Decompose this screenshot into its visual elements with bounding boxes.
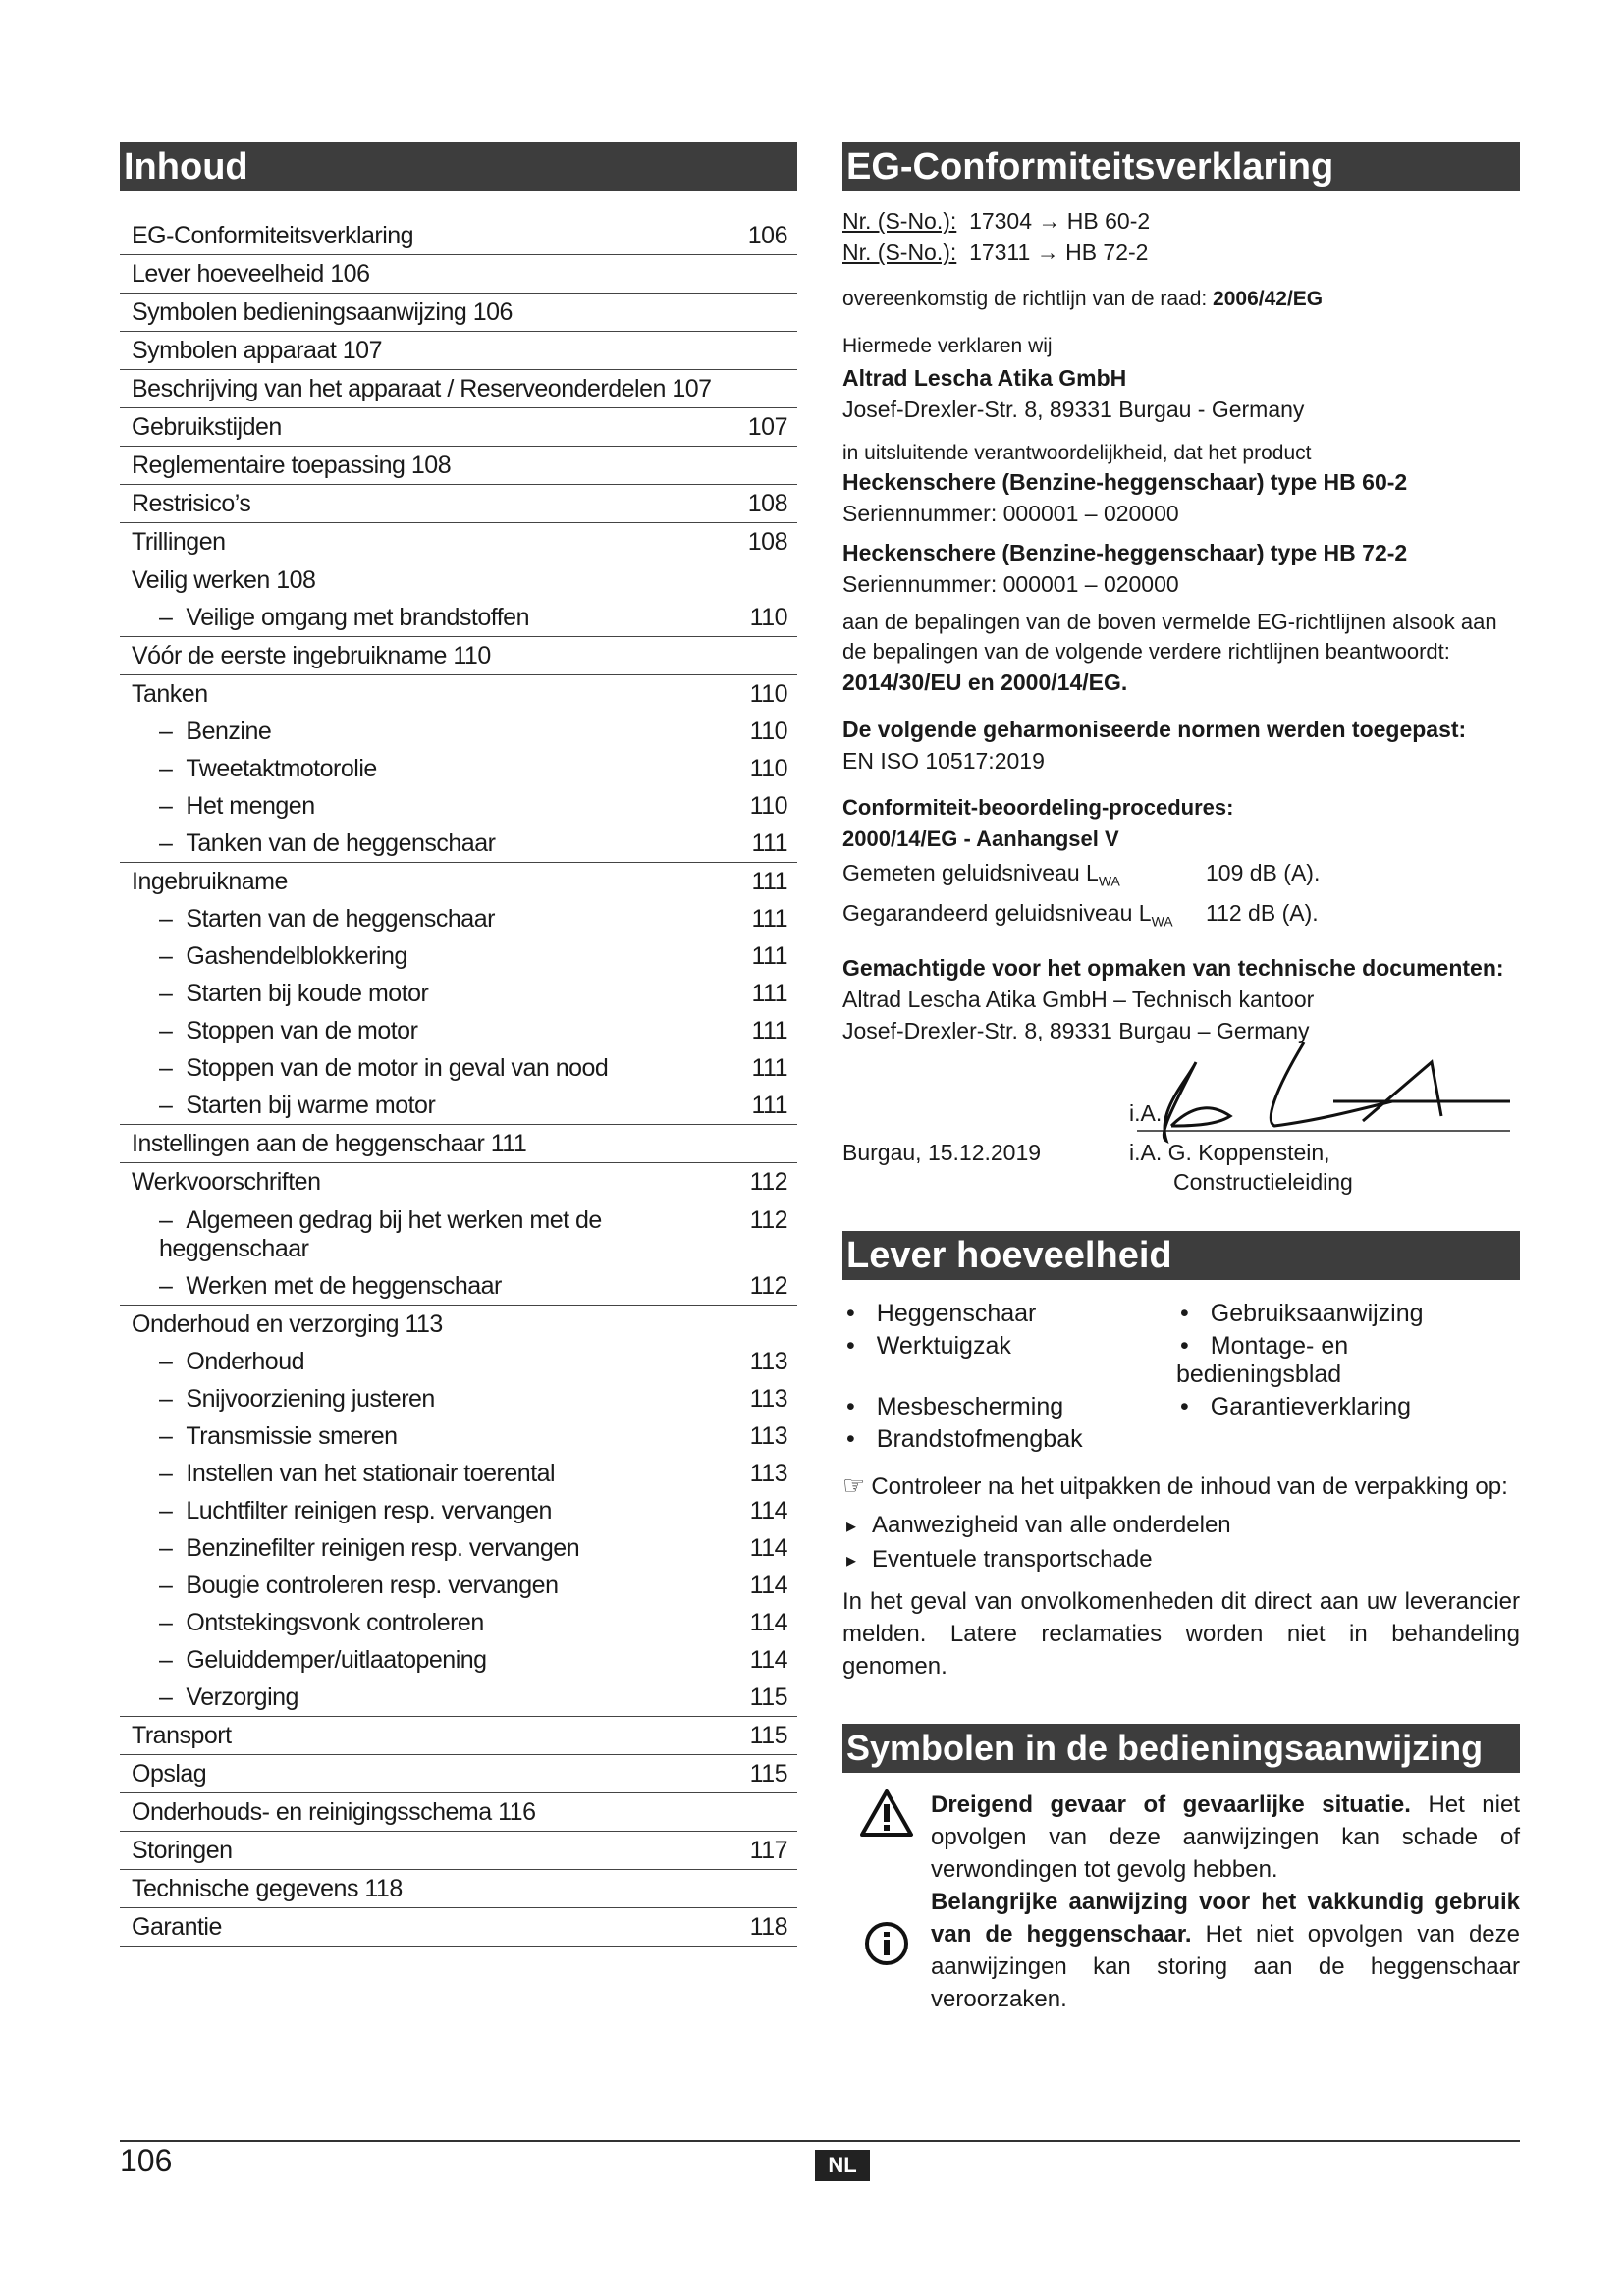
toc-entry-title: – Stoppen van de motor in geval van nood (159, 1054, 738, 1083)
conformity-body (842, 205, 1520, 1194)
toc-entry-title: Opslag (132, 1759, 207, 1788)
procedure-heading: Conformiteit-beoordeling-procedures: (842, 795, 1234, 820)
toc-entry-title: Trillingen (132, 527, 226, 556)
toc-entry-page: 111 (751, 904, 787, 933)
nr1-label: Nr. (S-No.): (842, 208, 957, 234)
toc-entry-title: EG-Conformiteitsverklaring (132, 221, 414, 249)
toc-entry-title: – Benzine (159, 718, 738, 746)
authorized-heading: Gemachtigde voor het opmaken van technische documenten: (842, 955, 1504, 982)
check-item: ▸ Aanwezigheid van alle onderdelen (842, 1509, 1520, 1543)
toc-entry-title: Restrisico’s (132, 489, 251, 517)
delivery-item: • Heggenschaar (842, 1300, 1176, 1328)
symbols-title: Symbolen in de bedieningsaanwijzing (842, 1724, 1520, 1773)
toc-entry-page: 106 (747, 221, 787, 249)
toc-group (120, 1908, 797, 1947)
toc-entry-title: – Ontstekingsvonk controleren (159, 1609, 738, 1637)
delivery-title: Lever hoeveelheid (842, 1231, 1520, 1280)
toc-entry-title: Werkvoorschriften (132, 1167, 321, 1196)
toc-entry-page: 113 (749, 1347, 787, 1375)
toc-entry[interactable] (120, 523, 797, 561)
toc-group (120, 1163, 797, 1306)
toc-group (120, 255, 797, 294)
authorized-address: Josef-Drexler-Str. 8, 89331 Burgau – Germany (842, 1018, 1310, 1044)
toc-entry-page: 110 (749, 679, 787, 708)
toc-entry[interactable] (120, 1306, 797, 1343)
toc-entry-page: 110 (749, 754, 787, 782)
measured-sub: WA (1098, 873, 1120, 889)
toc-subentry[interactable] (120, 1604, 797, 1641)
toc-entry-title: – Starten bij koude motor (159, 980, 738, 1008)
toc-entry[interactable] (120, 294, 797, 331)
toc-subentry[interactable] (120, 1049, 797, 1087)
toc-entry-page: 108 (747, 489, 787, 517)
toc-subentry[interactable] (120, 1380, 797, 1417)
toc-entry[interactable] (120, 370, 797, 407)
check-item: ▸ Eventuele transportschade (842, 1543, 1520, 1577)
toc-entry-title: – Benzinefilter reinigen resp. vervangen (159, 1534, 738, 1563)
symbols-body (842, 1789, 1520, 2015)
toc-subentry[interactable] (120, 750, 797, 787)
toc-subentry[interactable] (120, 1201, 797, 1267)
right-column (842, 142, 1520, 2015)
norms-heading: De volgende geharmoniseerde normen werden toegepast: (842, 717, 1467, 742)
warning-triangle-icon (859, 1789, 914, 1838)
place-date: Burgau, 15.12.2019 (842, 1140, 1042, 1166)
toc-group (120, 370, 797, 408)
toc-entry-page: 110 (749, 603, 787, 631)
toc-entry-title: Tanken (132, 679, 208, 708)
delivery-list (842, 1300, 1520, 1454)
page-number: 106 (120, 2143, 173, 2178)
measured-value: 109 dB (A). (1206, 860, 1321, 885)
toc-entry-page: 110 (749, 717, 787, 745)
delivery-note: In het geval van onvolkomenheden dit direct aan uw leverancier melden. Latere reclamaties worden niet in behandeling genomen. (842, 1588, 1520, 1681)
ia-sign-label: i.A. (1129, 1100, 1163, 1127)
toc-entry-title: Reglementaire toepassing 108 (132, 451, 452, 479)
toc-entry-title: Technische gegevens 118 (132, 1874, 403, 1902)
toc-entry-page: 115 (749, 1682, 787, 1711)
responsibility-text: in uitsluitende verantwoordelijkheid, dat het product (842, 442, 1312, 464)
toc-entry-title: Ingebruikname (132, 867, 288, 895)
toc-entry-page: 114 (749, 1608, 787, 1636)
toc-subentry[interactable] (120, 1567, 797, 1604)
toc-entry-title: – Geluiddemper/uitlaatopening (159, 1646, 738, 1675)
toc-entry-page: 111 (751, 828, 787, 857)
toc-entry-title: – Gashendelblokkering (159, 942, 738, 971)
toc-entry-page: 112 (749, 1271, 787, 1300)
toc-entry-title: – Luchtfilter reinigen resp. vervangen (159, 1497, 738, 1525)
nr2-label: Nr. (S-No.): (842, 240, 957, 265)
toc-entry[interactable] (120, 1163, 797, 1201)
warning-text: Het niet opvolgen van deze aanwijzingen kan schade of verwondingen tot gevolg hebben. (931, 1791, 1520, 1884)
toc-subentry[interactable] (120, 1267, 797, 1305)
toc-entry-page: 112 (749, 1206, 787, 1234)
toc-group (120, 485, 797, 523)
toc-entry-title: – Onderhoud (159, 1348, 738, 1376)
toc-entry-page: 114 (749, 1571, 787, 1599)
toc-group (120, 637, 797, 675)
toc-entry-page: 111 (751, 979, 787, 1007)
toc-entry-page: 114 (749, 1533, 787, 1562)
toc-entry-page: 108 (747, 527, 787, 556)
toc-entry-title: Beschrijving van het apparaat / Reserveonderdelen 107 (132, 374, 712, 402)
toc-subentry[interactable] (120, 825, 797, 862)
toc-entry[interactable] (120, 1793, 797, 1831)
directives-list: 2014/30/EU en 2000/14/EG. (842, 669, 1128, 695)
toc-entry-title: – Snijvoorziening justeren (159, 1385, 738, 1414)
toc-group (120, 217, 797, 255)
toc-entry[interactable] (120, 447, 797, 484)
directive-code: 2006/42/EG (1213, 288, 1324, 310)
toc-entry-title: Garantie (132, 1912, 222, 1941)
info-circle-icon (864, 1921, 909, 1966)
toc-entry-page: 107 (747, 412, 787, 441)
procedure-value: 2000/14/EG - Aanhangsel V (842, 827, 1119, 851)
toc-entry-page: 118 (749, 1912, 787, 1941)
product1-serial: Seriennummer: 000001 – 020000 (842, 501, 1179, 526)
toc-entry-title: – Verzorging (159, 1683, 738, 1712)
toc-entry-page: 111 (751, 867, 787, 895)
toc-entry-page: 112 (749, 1167, 787, 1196)
pointing-hand-icon: ☞ (842, 1470, 866, 1501)
toc-entry-page: 115 (749, 1721, 787, 1749)
toc-group (120, 1125, 797, 1163)
toc-entry-title: Transport (132, 1721, 232, 1749)
toc-entry[interactable] (120, 255, 797, 293)
toc-group (120, 1870, 797, 1908)
footer-divider (120, 2140, 1520, 2142)
toc-entry[interactable] (120, 863, 797, 900)
toc-entry-page: 114 (749, 1645, 787, 1674)
toc-entry-title: Symbolen apparaat 107 (132, 336, 382, 364)
toc-entry[interactable] (120, 408, 797, 446)
toc-entry[interactable] (120, 637, 797, 674)
toc-entry-page: 113 (749, 1459, 787, 1487)
toc-group (120, 447, 797, 485)
signer-role: Constructieleiding (1173, 1169, 1353, 1196)
toc-entry-page: 111 (751, 1016, 787, 1044)
info-bold: Belangrijke aanwijzing voor het vakkundig gebruik van de heggenschaar. (931, 1889, 1520, 1949)
toc-entry-page: 113 (749, 1421, 787, 1450)
compliance-text: aan de bepalingen van de boven vermelde EG-richtlijnen alsook aan de bepalingen van de volgende verdere richtlijnen beantwoordt: (842, 610, 1497, 664)
toc-group (120, 561, 797, 637)
toc-subentry[interactable] (120, 1012, 797, 1049)
toc-entry-title: – Veilige omgang met brandstoffen (159, 604, 738, 632)
toc-entry-title: Lever hoeveelheid 106 (132, 259, 370, 288)
delivery-item: • Brandstofmengbak (842, 1425, 1176, 1454)
toc-subentry[interactable] (120, 713, 797, 750)
authorized-name: Altrad Lescha Atika GmbH – Technisch kantoor (842, 987, 1315, 1013)
warning-bold: Dreigend gevaar of gevaarlijke situatie. (931, 1791, 1411, 1819)
toc-entry[interactable] (120, 485, 797, 522)
toc-subentry[interactable] (120, 1679, 797, 1716)
toc-entry[interactable] (120, 675, 797, 713)
toc-entry[interactable] (120, 1125, 797, 1162)
toc-group (120, 1793, 797, 1832)
product2-serial: Seriennummer: 000001 – 020000 (842, 571, 1179, 597)
toc-entry-title: – Algemeen gedrag bij het werken met de heggenschaar (159, 1206, 738, 1263)
nr2-value: 17311 → HB 72-2 (969, 240, 1149, 265)
toc-entry-title: Gebruikstijden (132, 412, 282, 441)
toc-entry-title: – Tweetaktmotorolie (159, 755, 738, 783)
toc-subentry[interactable] (120, 975, 797, 1012)
directive-text: overeenkomstig de richtlijn van de raad: (842, 288, 1214, 310)
toc-entry[interactable] (120, 1832, 797, 1869)
info-text: Het niet opvolgen van deze aanwijzingen kan storing aan de heggenschaar veroorzaken. (931, 1921, 1520, 2013)
toc-entry-title: Symbolen bedieningsaanwijzing 106 (132, 297, 513, 326)
toc-subentry[interactable] (120, 599, 797, 636)
toc-group (120, 332, 797, 370)
toc-subentry[interactable] (120, 900, 797, 937)
toc-entry-page: 111 (751, 1053, 787, 1082)
toc-entry-title: Instellingen aan de heggenschaar 111 (132, 1129, 527, 1157)
toc-subentry[interactable] (120, 787, 797, 825)
delivery-item: • Gebruiksaanwijzing (1176, 1300, 1510, 1328)
toc-column (120, 142, 797, 1947)
toc-subentry[interactable] (120, 1417, 797, 1455)
toc-entry-title: Onderhouds- en reinigingsschema 116 (132, 1797, 536, 1826)
toc-group (120, 1717, 797, 1755)
toc-entry[interactable] (120, 1755, 797, 1792)
toc-entry-page: 114 (749, 1496, 787, 1524)
guaranteed-label: Gegarandeerd geluidsniveau L (842, 899, 1152, 926)
toc-entry-title: Vóór de eerste ingebruikname 110 (132, 641, 491, 669)
toc-entry-page: 111 (751, 941, 787, 970)
toc-subentry[interactable] (120, 1455, 797, 1492)
product1-name: Heckenschere (Benzine-heggenschaar) type HB 60-2 (842, 469, 1408, 495)
toc-group (120, 523, 797, 561)
toc-subentry[interactable] (120, 1529, 797, 1567)
toc-entry[interactable] (120, 1908, 797, 1946)
toc-entry-page: 117 (749, 1836, 787, 1864)
toc-subentry[interactable] (120, 937, 797, 975)
delivery-item: • Montage- en bedieningsblad (1176, 1332, 1510, 1389)
toc-entry-page: 110 (749, 791, 787, 820)
toc-entry[interactable] (120, 561, 797, 599)
toc-entry[interactable] (120, 1717, 797, 1754)
toc-group (120, 1306, 797, 1717)
declare-text: Hiermede verklaren wij (842, 335, 1053, 357)
toc-entry-title: – Instellen van het stationair toerental (159, 1460, 738, 1488)
toc-group (120, 1832, 797, 1870)
toc-subentry[interactable] (120, 1641, 797, 1679)
toc-entry-title: – Starten bij warme motor (159, 1092, 738, 1120)
toc-entry-title: – Stoppen van de motor (159, 1017, 738, 1045)
toc-group (120, 408, 797, 447)
conformity-title: EG-Conformiteitsverklaring (842, 142, 1520, 191)
norms-value: EN ISO 10517:2019 (842, 748, 1045, 774)
toc-entry-title: – Het mengen (159, 792, 738, 821)
toc-entry-page: 113 (749, 1384, 787, 1413)
toc-list (120, 217, 797, 1947)
toc-entry[interactable] (120, 1870, 797, 1907)
toc-entry-page: 115 (749, 1759, 787, 1788)
toc-entry[interactable] (120, 217, 797, 254)
toc-entry-title: Storingen (132, 1836, 233, 1864)
toc-entry-title: – Bougie controleren resp. vervangen (159, 1572, 738, 1600)
company-address: Josef-Drexler-Str. 8, 89331 Burgau - Germany (842, 397, 1305, 422)
signer-name: i.A. G. Koppenstein, (1129, 1140, 1330, 1166)
signature-block (842, 1046, 1520, 1194)
toc-group (120, 1755, 797, 1793)
check-list (842, 1509, 1520, 1577)
toc-group (120, 675, 797, 863)
toc-subentry[interactable] (120, 1343, 797, 1380)
toc-entry-title: Veilig werken 108 (132, 565, 316, 594)
delivery-item: • Werktuigzak (842, 1332, 1176, 1389)
toc-subentry[interactable] (120, 1492, 797, 1529)
company-name: Altrad Lescha Atika GmbH (842, 365, 1127, 391)
toc-subentry[interactable] (120, 1087, 797, 1124)
toc-entry-title: Onderhoud en verzorging 113 (132, 1309, 443, 1338)
measured-label: Gemeten geluidsniveau L (842, 860, 1099, 885)
delivery-item: • Garantieverklaring (1176, 1393, 1510, 1421)
toc-entry-title: – Werken met de heggenschaar (159, 1272, 738, 1301)
check-text: Controleer na het uitpakken de inhoud van de verpakking op: (871, 1473, 1508, 1501)
toc-entry-title: – Transmissie smeren (159, 1422, 738, 1451)
nr1-value: 17304 → HB 60-2 (969, 208, 1151, 234)
toc-group (120, 294, 797, 332)
delivery-item: • Mesbescherming (842, 1393, 1176, 1421)
toc-title: Inhoud (120, 142, 797, 191)
toc-group (120, 863, 797, 1125)
delivery-body (842, 1469, 1520, 1682)
toc-entry-title: – Tanken van de heggenschaar (159, 829, 738, 858)
guaranteed-value: 112 dB (A). (1206, 899, 1319, 926)
toc-entry[interactable] (120, 332, 797, 369)
toc-entry-title: – Starten van de heggenschaar (159, 905, 738, 934)
guaranteed-sub: WA (1151, 913, 1173, 930)
product2-name: Heckenschere (Benzine-heggenschaar) type HB 72-2 (842, 540, 1408, 565)
toc-entry-page: 111 (751, 1091, 787, 1119)
language-badge: NL (815, 2150, 870, 2181)
